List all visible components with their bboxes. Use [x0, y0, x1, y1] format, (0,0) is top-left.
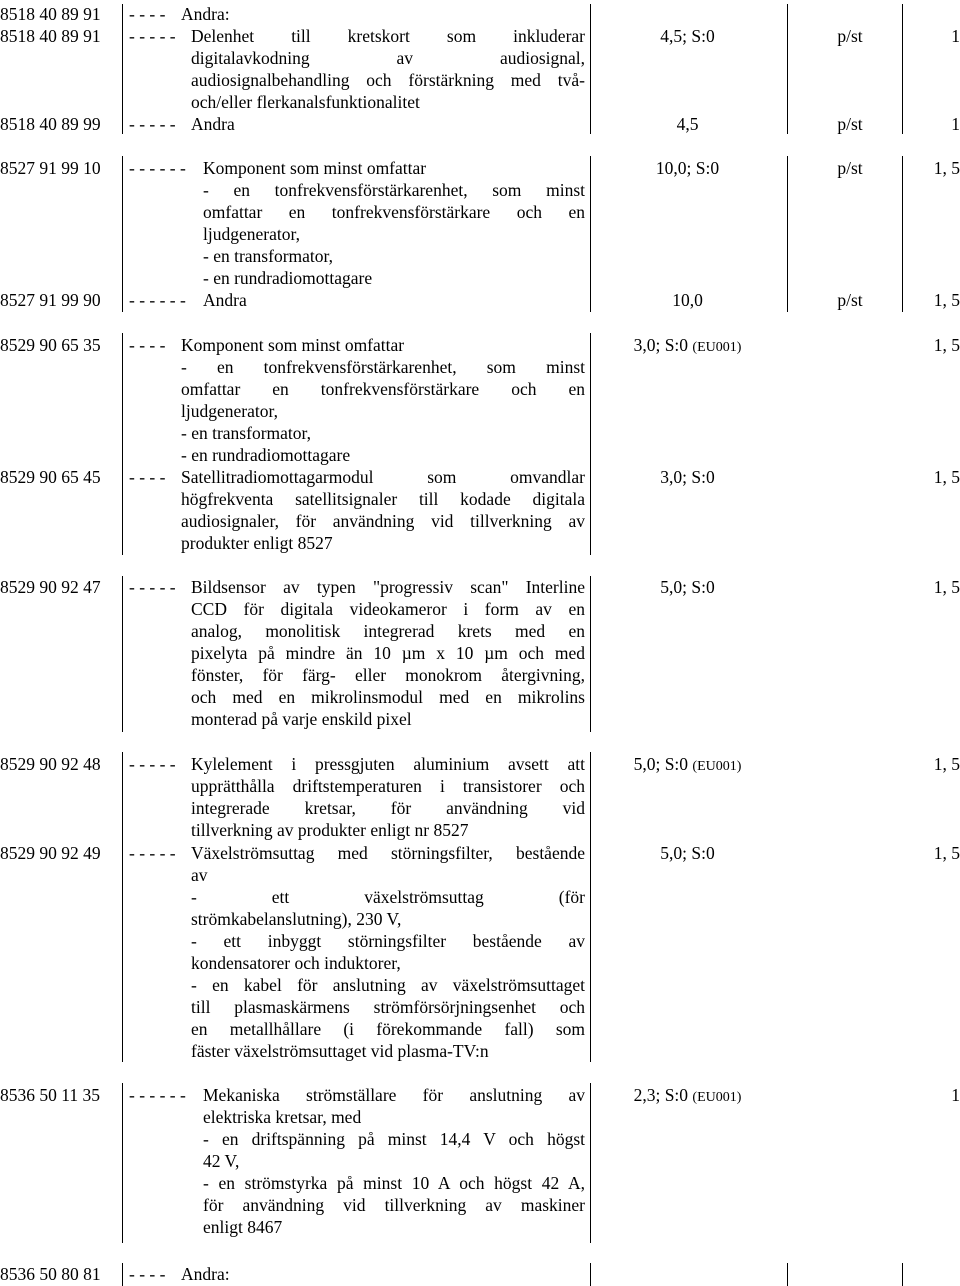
column-rule-duty — [787, 4, 788, 134]
description-line: pixelyta på mindre än 10 µm x 10 µm och med — [191, 643, 585, 663]
duty-rate: 4,5; S:0 — [660, 26, 715, 46]
description-line: produkter enligt 8527 — [181, 533, 333, 553]
column-rule-code — [122, 752, 123, 1062]
eu-footnote: (EU001) — [692, 1090, 742, 1105]
description-line: Satellitradiomottagarmodul som omvandlar — [181, 467, 585, 487]
description-line: Andra: — [181, 1264, 230, 1284]
column-rule-code — [122, 576, 123, 732]
eu-footnote: (EU001) — [692, 759, 742, 774]
indent-dashes: - - - - - — [129, 114, 176, 134]
footnote-ref: 1, 5 — [933, 843, 960, 863]
indent-dashes: - - - - — [129, 4, 166, 24]
description-line: - ett inbyggt störningsfilter bestående av — [191, 931, 585, 951]
description-line: monterad på varje enskild pixel — [191, 709, 412, 729]
description-line: Andra — [191, 114, 235, 134]
description-line: av — [191, 865, 208, 885]
duty-rate: 5,0; S:0 — [660, 843, 715, 863]
cn-code: 8527 91 99 10 — [0, 158, 101, 178]
description-line: Kylelement i pressgjuten aluminium avsett att — [191, 754, 585, 774]
description-line: högfrekventa satellitsignaler till kodade digitala — [181, 489, 585, 509]
goods-description — [181, 334, 585, 466]
description-line: enligt 8467 — [203, 1217, 283, 1237]
description-line: fäster växelströmsuttaget vid plasma-TV:n — [191, 1041, 489, 1061]
description-line: audiosignalbehandling och förstärkning med två- — [191, 70, 585, 90]
cn-code: 8529 90 92 48 — [0, 754, 101, 774]
supplementary-unit: p/st — [837, 290, 863, 310]
description-line: ljudgenerator, — [203, 224, 300, 244]
description-line: - en transformator, — [203, 246, 334, 266]
indent-dashes: - - - - — [129, 467, 166, 487]
description-line: CCD för digitala videokameror i form av en — [191, 599, 585, 619]
description-line: Växelströmsuttag med störningsfilter, bestående — [191, 843, 585, 863]
description-line: - ett växelströmsuttag (för — [191, 887, 585, 907]
duty-rate-value: 5,0; S:0 — [633, 754, 689, 774]
goods-description — [191, 576, 585, 730]
column-rule-code — [122, 333, 123, 555]
goods-description — [181, 3, 585, 25]
description-line: - en tonfrekvensförstärkarenhet, som minst — [203, 180, 585, 200]
column-rule-desc — [590, 576, 591, 732]
description-line: strömkabelanslutning), 230 V, — [191, 909, 402, 929]
footnote-ref: 1, 5 — [933, 158, 960, 178]
goods-description — [191, 842, 585, 1062]
footnote-ref: 1, 5 — [933, 467, 960, 487]
description-line: omfattar en tonfrekvensförstärkare och en — [203, 202, 585, 222]
description-line: - en kabel för anslutning av växelströmsuttaget — [191, 975, 585, 995]
cn-code: 8529 90 92 47 — [0, 577, 101, 597]
column-rule-desc — [590, 1263, 591, 1286]
column-rule-code — [122, 156, 123, 312]
duty-rate: 10,0 — [672, 290, 703, 310]
indent-dashes: - - - - - — [129, 843, 176, 863]
indent-dashes: - - - - - — [129, 577, 176, 597]
goods-description — [191, 113, 585, 135]
supplementary-unit: p/st — [837, 114, 863, 134]
description-line: Bildsensor av typen "progressiv scan" Interline — [191, 577, 585, 597]
goods-description — [191, 753, 585, 841]
description-line: audiosignaler, för användning vid tillverkning av — [181, 511, 585, 531]
description-line: - en strömstyrka på minst 10 A och högst 42 A, — [203, 1173, 585, 1193]
footnote-ref: 1, 5 — [933, 754, 960, 774]
description-line: digitalavkodning av audiosignal, — [191, 48, 585, 68]
goods-description — [203, 289, 585, 311]
duty-rate: 10,0; S:0 — [655, 158, 720, 178]
indent-dashes: - - - - - - — [129, 158, 186, 178]
description-line: elektriska kretsar, med — [203, 1107, 362, 1127]
description-line: en metallhållare (i förekommande fall) som — [191, 1019, 585, 1039]
column-rule-desc — [590, 333, 591, 555]
description-line: - en tonfrekvensförstärkarenhet, som minst — [181, 357, 585, 377]
cn-code: 8527 91 99 90 — [0, 290, 101, 310]
description-line: fönster, för färg- eller monokrom återgivning, — [191, 665, 585, 685]
description-line: 42 V, — [203, 1151, 240, 1171]
column-rule-code — [122, 4, 123, 134]
indent-dashes: - - - - - — [129, 754, 176, 774]
cn-code: 8518 40 89 91 — [0, 4, 101, 24]
cn-code: 8536 50 80 81 — [0, 1264, 101, 1284]
cn-code: 8529 90 92 49 — [0, 843, 101, 863]
supplementary-unit: p/st — [837, 158, 863, 178]
description-line: Andra: — [181, 4, 230, 24]
duty-rate — [590, 753, 785, 778]
column-rule-desc — [590, 752, 591, 1062]
description-line: - en transformator, — [181, 423, 312, 443]
footnote-ref: 1, 5 — [933, 290, 960, 310]
indent-dashes: - - - - - — [129, 26, 176, 46]
footnote-ref: 1, 5 — [933, 577, 960, 597]
cn-code: 8529 90 65 45 — [0, 467, 101, 487]
duty-rate — [590, 1084, 785, 1109]
description-line: upprätthålla driftstemperaturen i transistorer och — [191, 776, 585, 796]
description-line: integrerade kretsar, för användning vid — [191, 798, 585, 818]
description-line: - en rundradiomottagare — [203, 268, 373, 288]
indent-dashes: - - - - - - — [129, 290, 186, 310]
indent-dashes: - - - - — [129, 335, 166, 355]
footnote-ref: 1, 5 — [933, 335, 960, 355]
description-line: till plasmaskärmens strömförsörjningsenhet och — [191, 997, 585, 1017]
duty-rate: 4,5 — [676, 114, 699, 134]
indent-dashes: - - - - - - — [129, 1085, 186, 1105]
duty-rate: 5,0; S:0 — [660, 577, 715, 597]
duty-rate-value: 3,0; S:0 — [633, 335, 689, 355]
description-line: ljudgenerator, — [181, 401, 278, 421]
column-rule-code — [122, 1263, 123, 1286]
indent-dashes: - - - - — [129, 1264, 166, 1284]
description-line: Komponent som minst omfattar — [203, 158, 427, 178]
cn-code: 8529 90 65 35 — [0, 335, 101, 355]
description-line: Delenhet till kretskort som inkluderar — [191, 26, 585, 46]
description-line: - en rundradiomottagare — [181, 445, 351, 465]
duty-rate — [590, 334, 785, 359]
cn-code: 8536 50 11 35 — [0, 1085, 100, 1105]
footnote-ref: 1 — [951, 26, 960, 46]
description-line: och/eller flerkanalsfunktionalitet — [191, 92, 420, 112]
description-line: och med en mikrolinsmodul med en mikrolins — [191, 687, 585, 707]
description-line: tillverkning av produkter enligt nr 8527 — [191, 820, 469, 840]
cn-code: 8518 40 89 99 — [0, 114, 101, 134]
description-line: Andra — [203, 290, 247, 310]
supplementary-unit: p/st — [837, 26, 863, 46]
description-line: Komponent som minst omfattar — [181, 335, 405, 355]
description-line: för användning vid tillverkning av maskiner — [203, 1195, 585, 1215]
description-line: - en driftspänning på minst 14,4 V och högst — [203, 1129, 585, 1149]
cn-code: 8518 40 89 91 — [0, 26, 101, 46]
description-line: analog, monolitisk integrerad krets med en — [191, 621, 585, 641]
goods-description — [203, 157, 585, 289]
column-rule-code — [122, 1083, 123, 1243]
goods-description — [181, 1263, 585, 1285]
goods-description — [203, 1084, 585, 1238]
footnote-ref: 1 — [951, 1085, 960, 1105]
description-line: omfattar en tonfrekvensförstärkare och en — [181, 379, 585, 399]
duty-rate: 3,0; S:0 — [660, 467, 715, 487]
description-line: kondensatorer och induktorer, — [191, 953, 401, 973]
footnote-ref: 1 — [951, 114, 960, 134]
eu-footnote: (EU001) — [692, 340, 742, 355]
column-rule-duty — [787, 1263, 788, 1286]
goods-description — [191, 25, 585, 113]
goods-description — [181, 466, 585, 554]
column-rule-unit — [902, 1263, 903, 1286]
duty-rate-value: 2,3; S:0 — [633, 1085, 689, 1105]
description-line: Mekaniska strömställare för anslutning av — [203, 1085, 585, 1105]
column-rule-duty — [787, 156, 788, 312]
